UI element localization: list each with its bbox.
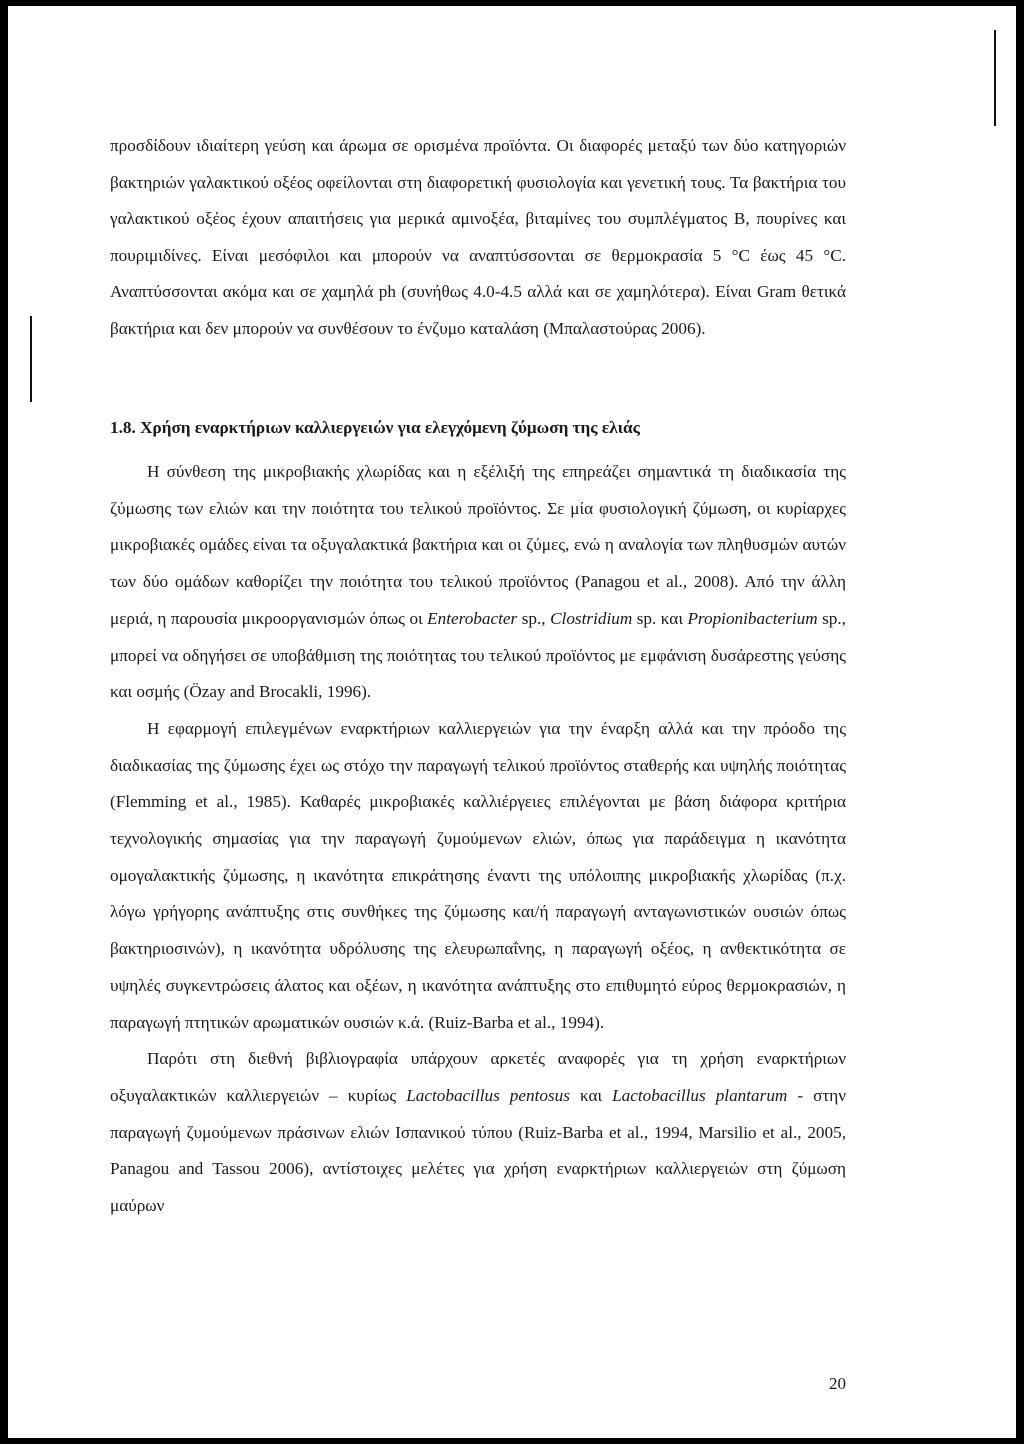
text-block-intro <box>110 128 846 348</box>
text-run: - στην παραγωγή ζυμούμενων πράσινων ελιών Ισπανικού τύπου (Ruiz-Barba et al., 1994, Marsilio et al., 2005, Panagou and Tassou 2006), αντίστοιχες μελέτες για χρήση εναρκτήριων καλλιεργειών στη ζύμωση μαύρων <box>110 1085 846 1216</box>
section-heading <box>110 414 846 442</box>
species-name: Enterobacter <box>427 608 518 628</box>
paragraph-starter-cultures: Η εφαρμογή επιλεγμένων εναρκτήριων καλλιεργειών για την έναρξη αλλά και την πρόοδο της διαδικασίας της ζύμωσης έχει ως στόχο την παραγωγή τελικού προϊόντος σταθερής και υψηλής ποιότητας (Flemming et al., 1985). Καθαρές μικροβιακές καλλιέργειες επιλέγονται με βάση διάφορα κριτήρια τεχνολογικής σημασίας για την παραγωγή ζυμούμενων ελιών, όπως για παράδειγμα η ικανότητα ομογαλακτικής ζύμωσης, η ικανότητα επικράτησης έναντι της υπόλοιπης μικροβιακής χλωρίδας (π.χ. λόγω γρήγορης ανάπτυξης στις συνθήκες της ζύμωσης και/ή παραγωγή ανταγωνιστικών ουσιών όπως βακτηριοσινών), η ικανότητα υδρόλυσης της ελευρωπαΐνης, η παραγωγή οξέος, η ανθεκτικότητα σε υψηλές συγκεντρώσεις άλατος και οξέων, η ικανότητα ανάπτυξης στο επιθυμητό εύρος θερμοκρασιών, η παραγωγή πτητικών αρωματικών ουσιών κ.ά. (Ruiz-Barba et al., 1994). <box>110 718 846 1032</box>
text-run: Παρότι στη διεθνή βιβλιογραφία υπάρχουν αρκετές αναφορές για τη χρήση εναρκτήριων οξυγαλακτικών καλλιεργειών – κυρίως <box>110 1049 846 1105</box>
paragraph-lab-physiology: προσδίδουν ιδιαίτερη γεύση και άρωμα σε ορισμένα προϊόντα. Οι διαφορές μεταξύ των δύο κατηγοριών βακτηριών γαλακτικού οξέος οφείλονται στη διαφορετική φυσιολογία και γενετική τους. Τα βακτήρια του γαλακτικού οξέος έχουν απαιτήσεις για μερικά αμινοξέα, βιταμίνες του συμπλέγματος Β, πουρίνες και πουριμιδίνες. Είναι μεσόφιλοι και μπορούν να αναπτύσσονται σε θερμοκρασία 5 °C έως 45 °C. Αναπτύσσονται ακόμα και σε χαμηλά ph (συνήθως 4.0-4.5 αλλά και σε χαμηλότερα). Είναι Gram θετικά βακτήρια και δεν μπορούν να συνθέσουν το ένζυμο καταλάση (Μπαλαστούρας 2006). <box>110 136 846 338</box>
text-run: και <box>569 1085 613 1105</box>
species-name: Clostridium <box>550 608 633 628</box>
species-name: Propionibacterium <box>687 608 818 628</box>
scan-edge-mark <box>994 30 996 126</box>
text-run: sp. και <box>632 608 688 628</box>
species-name: Lactobacillus pentosus <box>406 1085 570 1105</box>
margin-change-bar <box>30 316 32 402</box>
paragraph-literature <box>110 1041 846 1225</box>
text-run: sp., <box>517 608 551 628</box>
text-run: sp., μπορεί να οδηγήσει σε υποβάθμιση της ποιότητας του τελικού προϊόντος με εμφάνιση δυσάρεστης γεύσης και οσμής (Özay and Brocakli, 1996). <box>110 608 846 702</box>
section-number: 1.8. <box>110 418 136 437</box>
paragraph-microbial-flora <box>110 454 846 711</box>
section-title: Χρήση εναρκτήριων καλλιεργειών για ελεγχόμενη ζύμωση της ελιάς <box>140 418 640 437</box>
page-number: 20 <box>829 1374 846 1393</box>
text-block-section <box>110 454 846 1225</box>
species-name: Lactobacillus plantarum <box>612 1085 788 1105</box>
text-run: Η σύνθεση της μικροβιακής χλωρίδας και η εξέλιξή της επηρεάζει σημαντικά τη διαδικασία της ζύμωσης των ελιών και την ποιότητα του τελικού προϊόντος. Σε μία φυσιολογική ζύμωση, οι κυρίαρχες μικροβιακές ομάδες είναι τα οξυγαλακτικά βακτήρια και οι ζύμες, ενώ η αναλογία των πληθυσμών αυτών των δύο ομάδων καθορίζει την ποιότητα του τελικού προϊόντος (Panagou et al., 2008). Από την άλλη μεριά, η παρουσία μικροοργανισμών όπως οι <box>110 462 846 628</box>
